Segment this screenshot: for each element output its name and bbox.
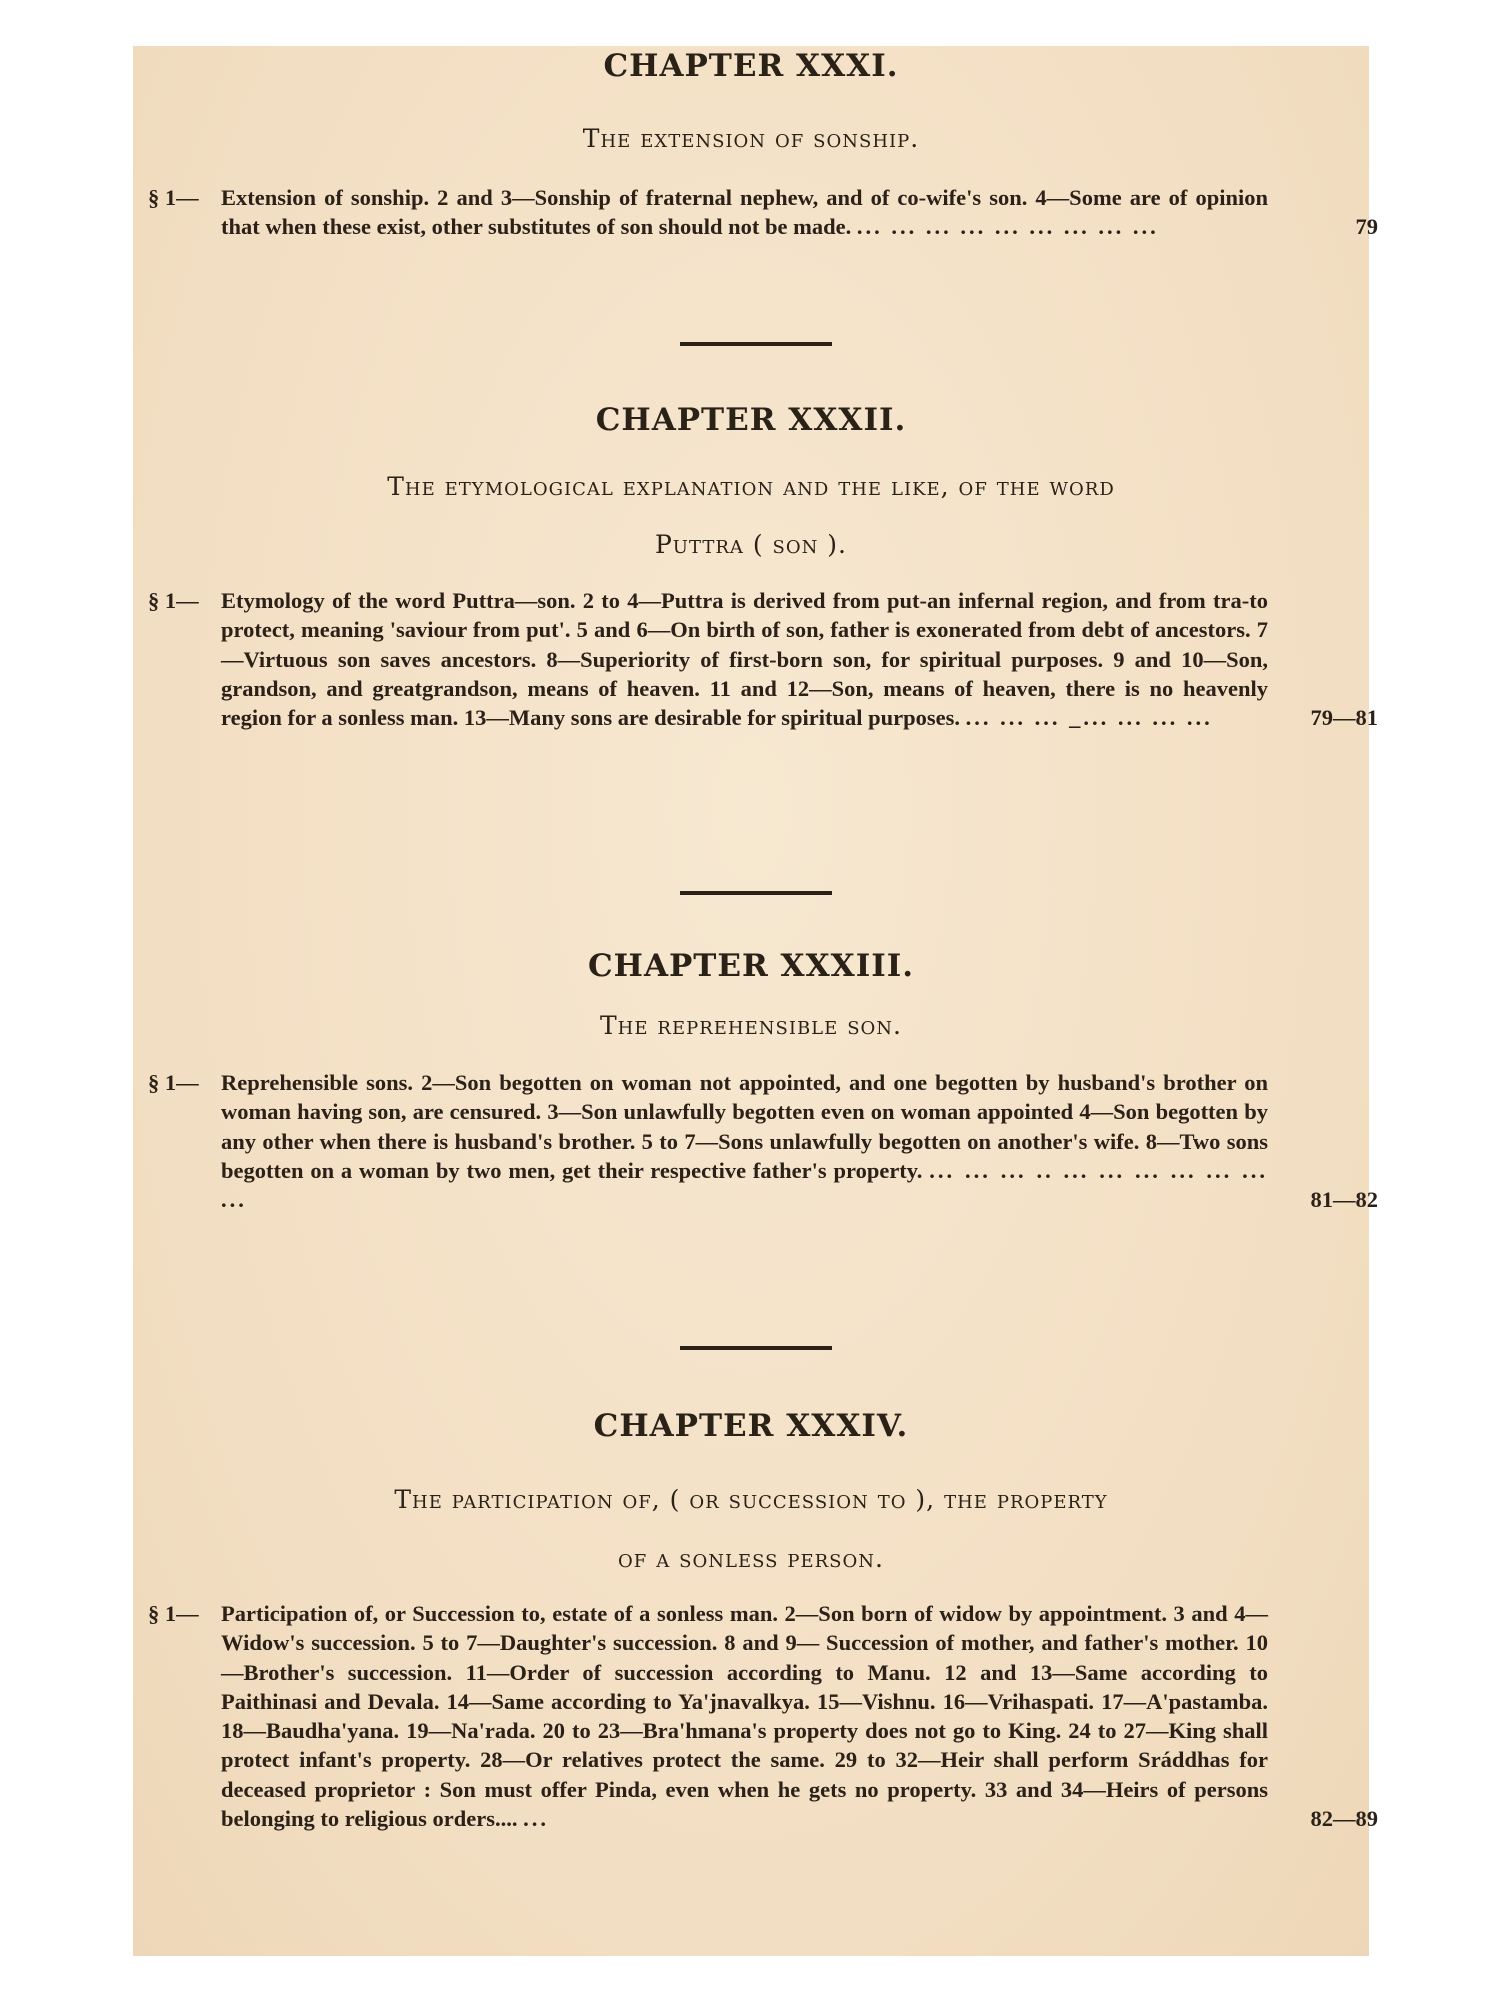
- summary-text: Extension of sonship. 2 and 3—Sonship of fraternal nephew, and of co-wife's son. 4—Some are of opinion that when these exist, other substitutes of son should not be made.: [221, 185, 1268, 240]
- chapter-title: CHAPTER XXXI.: [603, 48, 899, 84]
- chapter-31: [133, 46, 1378, 242]
- section-divider: [680, 891, 832, 895]
- dot-leader: ...: [523, 1806, 549, 1832]
- section-marker: § 1—: [148, 588, 199, 613]
- dot-leader: ... ... ... _... ... ... ...: [965, 705, 1213, 731]
- chapter-summary-entry: [148, 183, 1378, 242]
- chapter-subtitle: The etymological explanation and the like, of the word: [387, 472, 1115, 501]
- summary-text: Reprehensible sons. 2—Son begotten on woman not appointed, and one begotten by husband's brother on woman having son, are censured. 3—Son unlawfully begotten even on woman appointed 4—Son begotten by any other when there is husband's brother. 5 to 7—Sons unlawfully begotten on another's wife. 8—Two sons begotten on a woman by two men, get their respective father's property.: [221, 1070, 1268, 1183]
- dot-leader: ... ... ... .. ... ... ... ... ... ... ...: [221, 1157, 1268, 1213]
- book-page: [133, 46, 1378, 1956]
- section-divider: [680, 342, 832, 346]
- section-divider: [680, 1346, 832, 1350]
- chapter-title: CHAPTER XXXIV.: [593, 1408, 909, 1444]
- dot-leader: ... ... ... ... ... ... ... ... ...: [856, 214, 1159, 240]
- chapter-summary-entry: [148, 1068, 1378, 1214]
- summary-text: Participation of, or Succession to, estate of a sonless man. 2—Son born of widow by appointment. 3 and 4—Widow's succession. 5 to 7—Daughter's succession. 8 and 9— Succession of mother, and father's mother. 10—Brother's succession. 11—Order of succession according to Manu. 12 and 13—Same according to Paithinasi and Devala. 14—Same according to Ya'jnavalkya. 15—Vishnu. 16—Vrihaspati. 17—A'pastamba. 18—Baudha'yana. 19—Na'rada. 20 to 23—Bra'hmana's property does not go to King. 24 to 27—King shall protect infant's property. 28—Or relatives protect the same. 29 to 32—Heir shall perform Sráddhas for deceased proprietor : Son must offer Pinda, even when he gets no property. 33 and 34—Heirs of persons belonging to religious orders....: [221, 1601, 1268, 1832]
- chapter-subtitle-line-2: Puttra ( son ).: [654, 530, 848, 559]
- page-reference: 79: [1355, 214, 1378, 240]
- chapter-32: [133, 400, 1378, 732]
- chapter-subtitle: The participation of, ( or succession to ), the property: [394, 1485, 1108, 1514]
- chapter-summary-entry: [148, 586, 1378, 732]
- section-marker: § 1—: [148, 185, 199, 210]
- chapter-title: CHAPTER XXXIII.: [587, 948, 915, 984]
- page-reference: 79—81: [1310, 705, 1378, 731]
- chapter-summary-entry: [148, 1599, 1378, 1833]
- chapter-subtitle-line-2: of a sonless person.: [618, 1544, 884, 1573]
- section-marker: § 1—: [148, 1070, 199, 1095]
- chapter-33: [133, 946, 1378, 1214]
- chapter-34: [133, 1406, 1378, 1833]
- page-reference: 82—89: [1310, 1806, 1378, 1832]
- chapter-title: CHAPTER XXXII.: [595, 402, 907, 438]
- section-marker: § 1—: [148, 1601, 199, 1626]
- chapter-subtitle: The reprehensible son.: [599, 1011, 903, 1040]
- page-reference: 81—82: [1310, 1187, 1378, 1213]
- summary-text: Etymology of the word Puttra—son. 2 to 4—Puttra is derived from put-an infernal region, and from tra-to protect, meaning 'saviour from put'. 5 and 6—On birth of son, father is exonerated from debt of ancestors. 7—Virtuous son saves ancestors. 8—Superiority of first-born son, for spiritual purposes. 9 and 10—Son, grandson, and greatgrandson, means of heaven. 11 and 12—Son, means of heaven, there is no heavenly region for a sonless man. 13—Many sons are desirable for spiritual purposes.: [221, 588, 1268, 731]
- chapter-subtitle: The extension of sonship.: [582, 124, 920, 153]
